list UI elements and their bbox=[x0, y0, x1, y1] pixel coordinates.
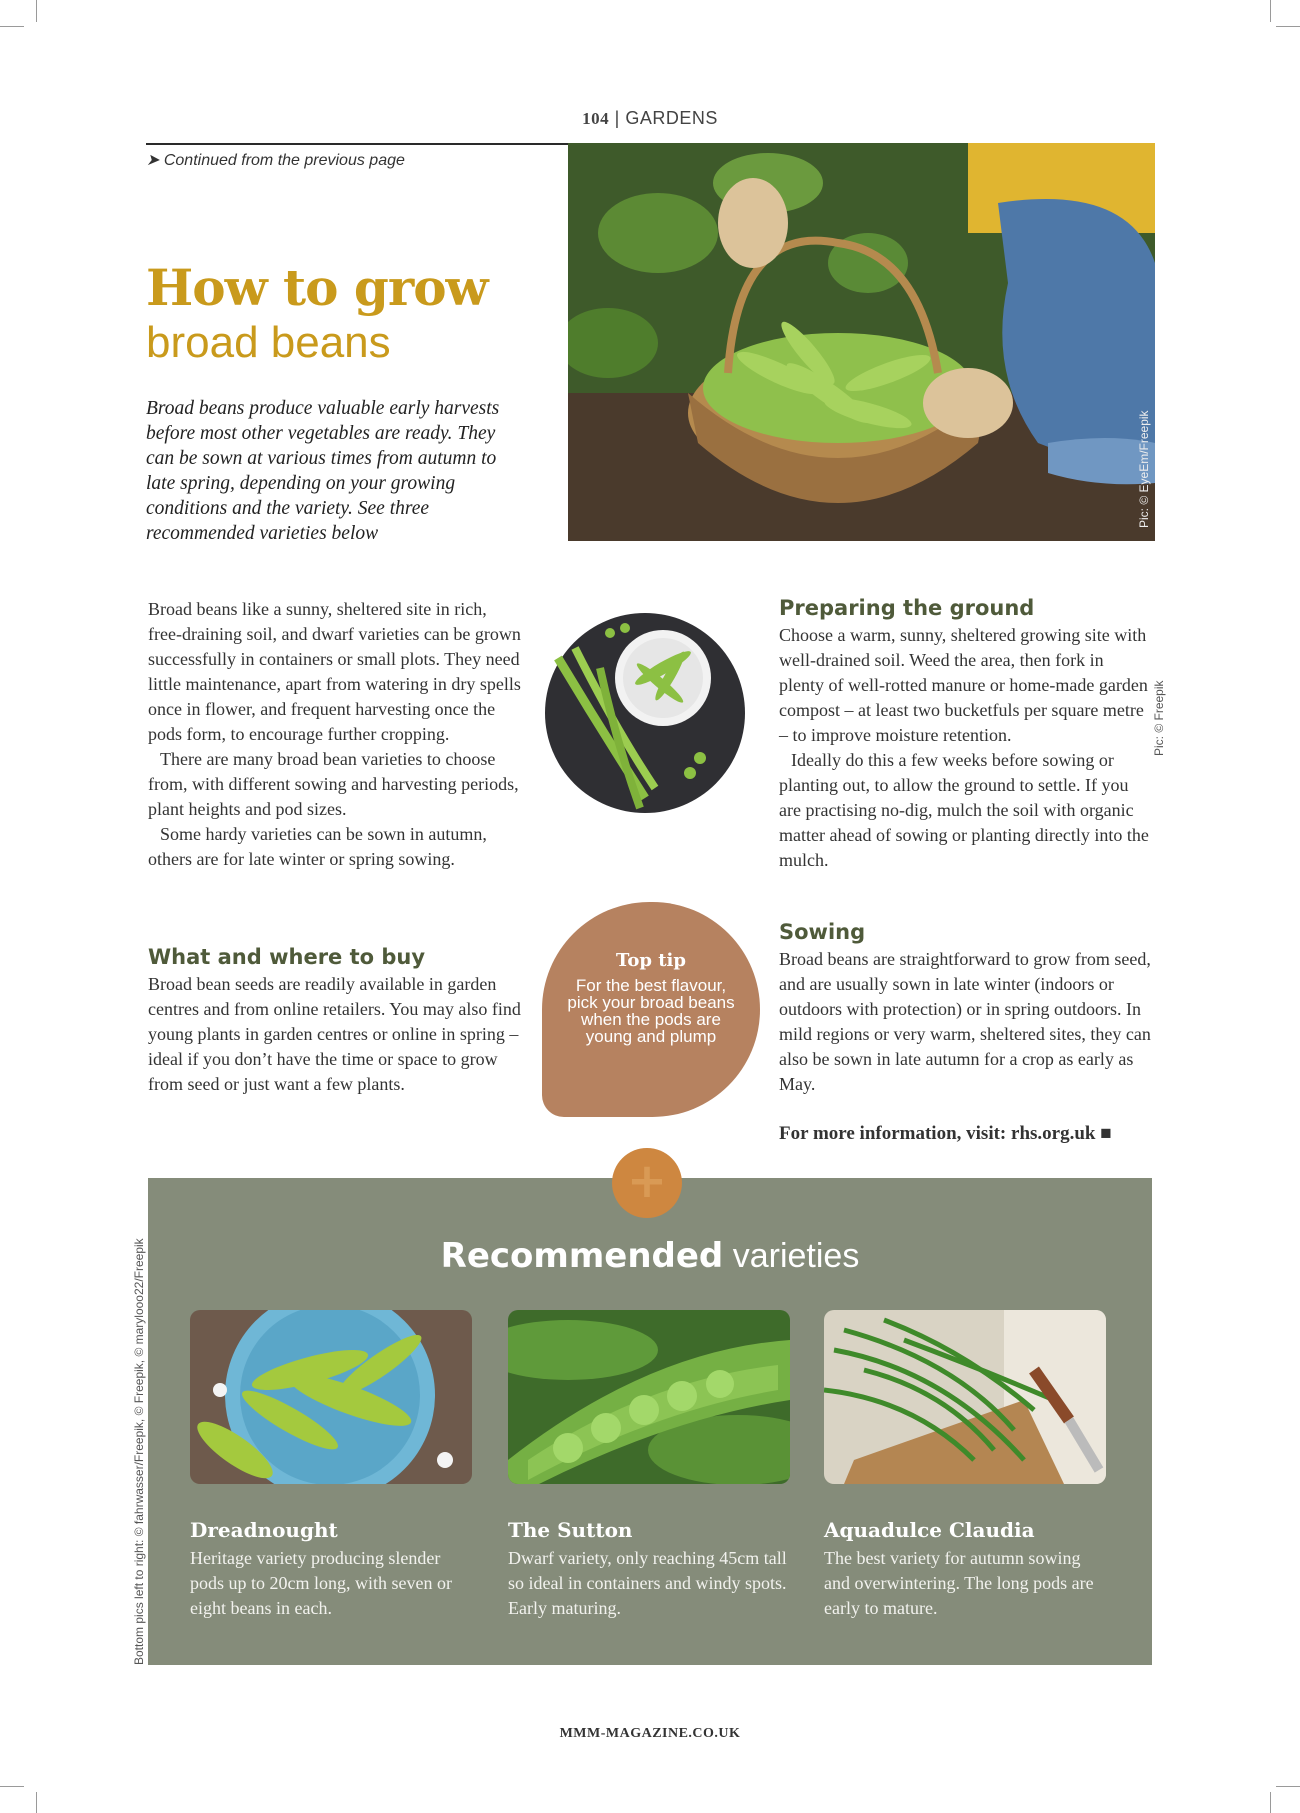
crop-mark bbox=[36, 0, 37, 22]
paragraph: Choose a warm, sunny, sheltered growing site with well-drained soil. Weed the area, then fork in plenty of well-rotted manure or home-made garden compost – at least two bucketfuls per square metre – to improve moisture retention. bbox=[779, 625, 1148, 745]
variety-name: Dreadnought bbox=[190, 1518, 338, 1542]
top-tip-box bbox=[542, 902, 760, 1117]
paragraph: Some hardy varieties can be sown in autumn, others are for late winter or spring sowing. bbox=[148, 824, 487, 869]
subheading-sowing: Sowing bbox=[779, 920, 866, 944]
variety-name: Aquadulce Claudia bbox=[824, 1518, 1035, 1542]
crop-mark bbox=[1270, 1792, 1271, 1813]
crop-mark bbox=[0, 26, 24, 27]
variety-description: Heritage variety producing slender pods up to 20cm long, with seven or eight beans in each. bbox=[190, 1548, 452, 1618]
basket-of-beans-illustration bbox=[568, 143, 1155, 541]
column-left bbox=[148, 597, 522, 872]
crop-mark bbox=[0, 1786, 24, 1787]
variety-card bbox=[190, 1310, 472, 1621]
page-number: 104 bbox=[582, 109, 610, 128]
dreadnought-image bbox=[190, 1310, 472, 1484]
continued-note: ➤ Continued from the previous page bbox=[146, 152, 405, 169]
bottom-photos-credit: Bottom pics left to right: © fahrwasser/Freepik, © Freepik, © marylooo22/Freepik bbox=[132, 1238, 146, 1665]
crop-mark bbox=[36, 1792, 37, 1813]
paragraph: There are many broad bean varieties to choose from, with different sowing and harvesting periods, plant heights and pod sizes. bbox=[148, 749, 519, 819]
crop-mark bbox=[1276, 1786, 1300, 1787]
hero-photo-credit: Pic: © EyeEm/Freepik bbox=[1137, 410, 1151, 528]
variety-description: The best variety for autumn sowing and overwintering. The long pods are early to mature. bbox=[824, 1548, 1094, 1618]
aquadulce-claudia-image bbox=[824, 1310, 1106, 1484]
header-separator: | bbox=[614, 108, 620, 128]
plus-icon: + bbox=[612, 1148, 682, 1218]
bowl-photo-credit: Pic: © Freepik bbox=[1152, 680, 1166, 756]
subheading-buy: What and where to buy bbox=[148, 945, 426, 969]
the-sutton-image bbox=[508, 1310, 790, 1484]
recommended-title-light: varieties bbox=[732, 1237, 860, 1275]
variety-card bbox=[824, 1310, 1106, 1621]
top-tip-text: For the best flavour, pick your broad beans when the pods are young and plump bbox=[567, 976, 735, 1046]
paragraph: Broad beans like a sunny, sheltered site in rich, free-draining soil, and dwarf varieties can be grown successfully in containers or small plots. They need little maintenance, apart from watering in dry spells once in flower, and frequent harvesting once the pods form, to encourage further cropping. bbox=[148, 599, 521, 744]
article-title-line2: broad beans bbox=[146, 318, 391, 367]
bowl-of-beans-image bbox=[540, 608, 750, 828]
recommended-title-bold: Recommended bbox=[440, 1236, 724, 1276]
paragraph: Ideally do this a few weeks before sowing or planting out, to allow the ground to settle. If you are practising no-dig, mulch the soil with organic matter ahead of sowing or planting directly into the mulch. bbox=[779, 750, 1149, 870]
crop-mark bbox=[1270, 0, 1271, 22]
top-tip-title: Top tip bbox=[616, 950, 686, 971]
crop-mark bbox=[1276, 26, 1300, 27]
sowing-paragraph: Broad beans are straightforward to grow from seed, and are usually sown in late winter (indoors or outdoors with protection) or in spring outdoors. In mild regions or very warm, sheltered sites, they can also be sown in late autumn for a crop as early as May. bbox=[779, 949, 1151, 1094]
page-header bbox=[0, 108, 1300, 129]
subheading-preparing: Preparing the ground bbox=[779, 596, 1035, 620]
more-info-link-text: For more information, visit: rhs.org.uk ■ bbox=[779, 1123, 1112, 1144]
hero-photo bbox=[568, 143, 1155, 541]
buy-paragraph: Broad bean seeds are readily available in garden centres and from online retailers. You may also find young plants in garden centres or online in spring – ideal if you don’t have the time or space to grow from seed or just want a few plants. bbox=[148, 974, 521, 1094]
footer-website: MMM-MAGAZINE.CO.UK bbox=[559, 1726, 741, 1741]
intro-standfirst: Broad beans produce valuable early harvests before most other vegetables are ready. They can be sown at various times from autumn to late spring, depending on your growing conditions and the variety. See three recommended varieties below bbox=[146, 398, 500, 544]
section-name: GARDENS bbox=[625, 108, 718, 128]
column-right bbox=[779, 623, 1152, 873]
variety-name: The Sutton bbox=[508, 1518, 633, 1542]
variety-card bbox=[508, 1310, 790, 1621]
variety-description: Dwarf variety, only reaching 45cm tall so ideal in containers and windy spots. Early maturing. bbox=[508, 1548, 787, 1618]
article-title-line1: How to grow bbox=[146, 258, 488, 317]
recommended-title bbox=[148, 1236, 1152, 1276]
